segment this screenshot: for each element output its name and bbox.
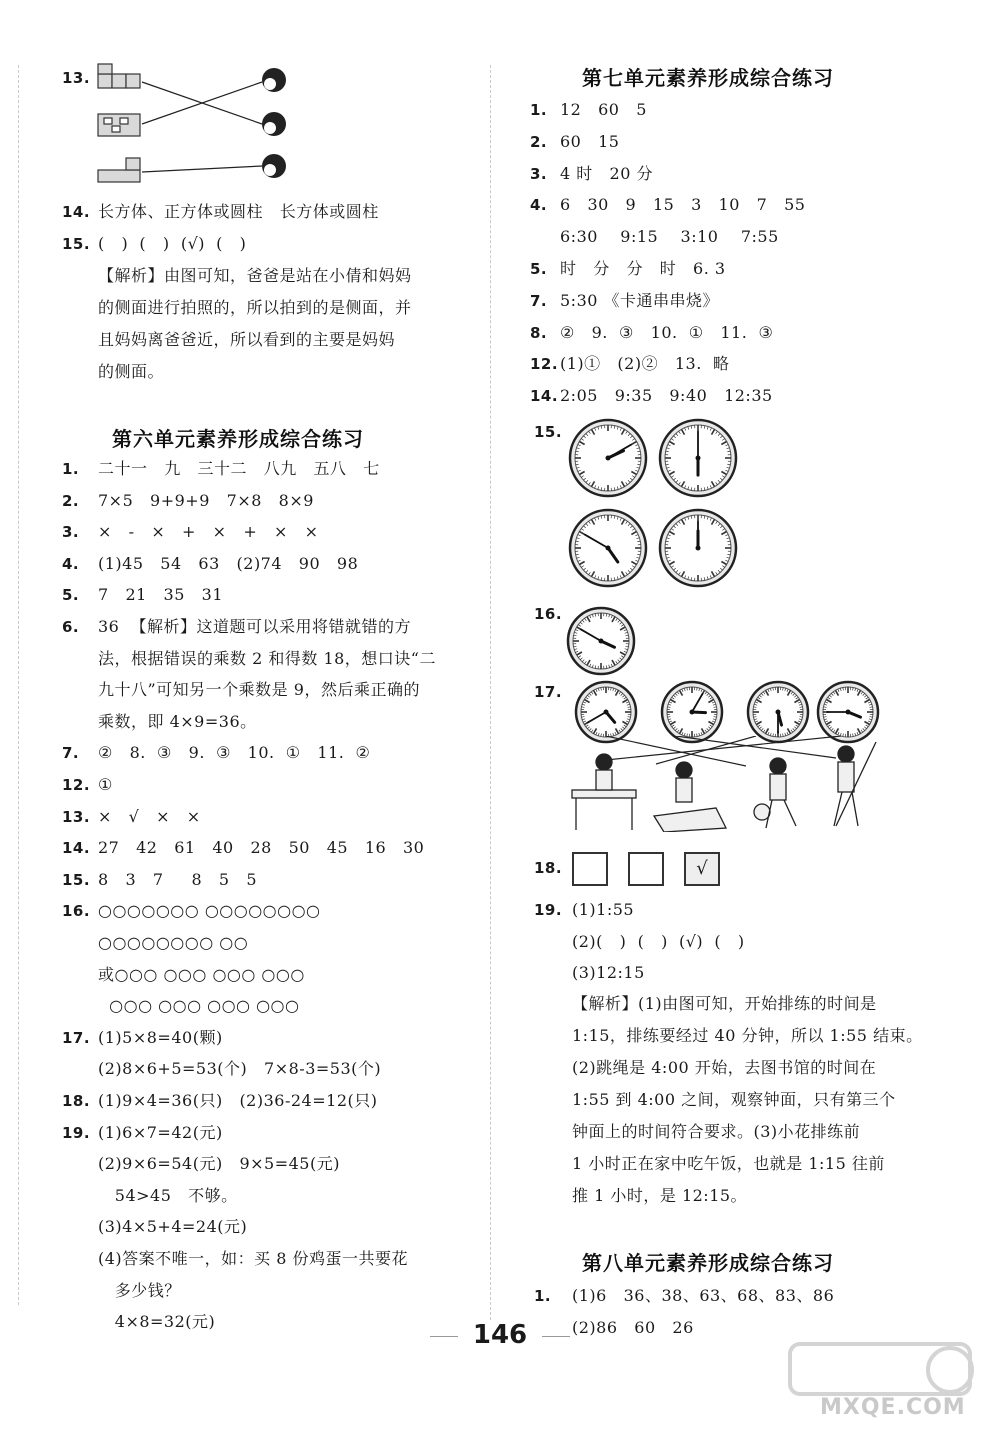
clock-face-icon — [660, 680, 724, 744]
unit8-title: 第八单元素养形成综合练习 — [582, 1251, 834, 1275]
answer-line: ○○○○○○○ ○○○○○○○○ — [98, 901, 321, 921]
answer-line: (1)1:55 — [572, 900, 635, 919]
answer-line: 4 时 20 分 — [560, 163, 653, 183]
question-number: 12. — [62, 776, 91, 794]
answer-line: 5:30 《卡通串串烧》 — [560, 290, 720, 310]
explanation-line: 【解析】(1)由图可知，开始排练的时间是 — [572, 994, 877, 1013]
watermark-text: MXQE.COM — [820, 1395, 966, 1420]
answer-line: ○○○ ○○○ ○○○ ○○○ — [98, 996, 300, 1016]
explanation-line: 的侧面进行拍照的，所以拍到的是侧面，并 — [98, 298, 412, 317]
block-figure-3 — [98, 158, 140, 182]
clock-face-icon — [568, 418, 648, 498]
question-number: 2. — [62, 491, 80, 510]
answer-line: ○○○○○○○○ ○○ — [98, 933, 249, 952]
answer-line: 二十一 九 三十二 八九 五八 七 — [98, 459, 380, 478]
question-number: 2. — [530, 132, 548, 151]
answer-line: 法，根据错误的乘数 2 和得数 18，想口诀“二 — [98, 648, 436, 668]
answer-line: (3)12:15 — [572, 963, 645, 982]
kid-ball-icon — [754, 758, 796, 828]
answer-line: (2)8×6+5=53(个) 7×8-3=53(个) — [98, 1059, 382, 1079]
answer-line: (1)6×7=42(元) — [98, 1122, 223, 1142]
explanation-line: 【解析】由图可知，爸爸是站在小倩和妈妈 — [98, 266, 412, 285]
answer-line: 4×8=32(元) — [98, 1312, 216, 1332]
answer-line: (2)86 60 26 — [572, 1317, 694, 1337]
clock-face-icon — [746, 680, 810, 744]
answer-line: × - × + × + × × — [98, 522, 319, 542]
answer-checkbox — [628, 852, 664, 886]
question-number: 14. — [62, 839, 91, 858]
matching-lines — [142, 82, 262, 172]
question-number: 13. — [62, 807, 91, 826]
answer-line: (1)6 36、38、63、68、83、86 — [572, 1286, 835, 1305]
answer-line: ① — [98, 775, 113, 794]
question-number: 1. — [534, 1287, 552, 1305]
kid-sweeping-icon — [834, 742, 876, 826]
child-head-icons — [262, 68, 286, 178]
explanation-line: 推 1 小时，是 12:15。 — [572, 1186, 748, 1205]
answer-line: 36 【解析】这道题可以采用将错就错的方 — [98, 617, 412, 636]
answer-line: 12 60 5 — [560, 100, 647, 119]
question-number: 3. — [62, 523, 80, 542]
answer-checkbox: √ — [684, 852, 720, 886]
question-number: 19. — [534, 901, 563, 919]
q16r-number: 16. — [534, 605, 563, 623]
question-number: 8. — [530, 323, 548, 342]
answer-line: 54>45 不够。 — [98, 1185, 238, 1205]
answer-line: (1)① (2)② 13. 略 — [560, 354, 730, 374]
q15r-number: 15. — [534, 423, 563, 441]
clock-face-icon — [568, 508, 648, 588]
clock-face-icon — [816, 680, 880, 744]
q15-number: 15. — [62, 235, 91, 253]
q13-number: 13. — [62, 69, 91, 87]
question-number: 6. — [62, 618, 80, 636]
answer-line: (1)9×4=36(只) (2)36-24=12(只) — [98, 1091, 378, 1110]
question-number: 14. — [530, 387, 559, 406]
kid-drawing-icon — [654, 762, 726, 832]
answer-line: 8 3 7 8 5 5 — [98, 869, 258, 889]
answer-line: ② 8. ③ 9. ③ 10. ① 11. ② — [98, 743, 371, 763]
question-number: 4. — [530, 196, 548, 215]
answer-line: 或○○○ ○○○ ○○○ ○○○ — [98, 964, 305, 984]
answer-line: ② 9. ③ 10. ① 11. ③ — [560, 322, 774, 342]
q15-answer: ( ) ( ) (√) ( ) — [98, 234, 247, 253]
clock-face-icon — [658, 508, 738, 588]
q18r-number: 18. — [534, 859, 563, 877]
explanation-line: 1:55 到 4:00 之间，观察钟面，只有第三个 — [572, 1090, 896, 1109]
question-number: 15. — [62, 870, 91, 889]
unit7-title: 第七单元素养形成综合练习 — [582, 66, 834, 90]
answer-line: 6:30 9:15 3:10 7:55 — [560, 227, 779, 247]
q13-matching-figure — [94, 62, 304, 190]
question-number: 7. — [62, 744, 80, 763]
answer-line: 27 42 61 40 28 50 45 16 30 — [98, 838, 425, 858]
explanation-line: 的侧面。 — [98, 362, 165, 381]
explanation-line: 且妈妈离爸爸近，所以看到的主要是妈妈 — [98, 330, 396, 349]
question-number: 18. — [62, 1092, 91, 1110]
q14-number: 14. — [62, 203, 91, 221]
explanation-line: 1 小时正在家中吃午饭，也就是 1:15 往前 — [572, 1154, 885, 1173]
clock-face-icon — [566, 606, 636, 676]
page-number: 146 — [440, 1320, 560, 1350]
question-number: 1. — [62, 460, 80, 478]
question-number: 5. — [62, 586, 80, 605]
question-number: 5. — [530, 260, 548, 278]
answer-line: 2:05 9:35 9:40 12:35 — [560, 386, 773, 406]
answer-line: (1)45 54 63 (2)74 90 98 — [98, 553, 359, 573]
clock-face-icon — [574, 680, 638, 744]
explanation-line: 1:15，排练要经过 40 分钟，所以 1:55 结束。 — [572, 1026, 923, 1045]
q17r-number: 17. — [534, 683, 563, 701]
answer-line: 乘数，即 4×9=36。 — [98, 711, 257, 731]
question-number: 19. — [62, 1123, 91, 1142]
question-number: 17. — [62, 1028, 91, 1047]
q17-matching-lines — [606, 736, 841, 766]
answer-line: 九十八”可知另一个乘数是 9，然后乘正确的 — [98, 680, 420, 700]
q17-activity-figure — [566, 736, 886, 832]
answer-line: (2)9×6=54(元) 9×5=45(元) — [98, 1154, 340, 1174]
left-margin-rule — [18, 65, 19, 1305]
question-number: 4. — [62, 554, 80, 573]
column-divider — [490, 65, 491, 1320]
answer-line: (3)4×5+4=24(元) — [98, 1217, 248, 1237]
question-number: 12. — [530, 355, 559, 374]
answer-line: (4)答案不唯一，如：买 8 份鸡蛋一共要花 — [98, 1249, 409, 1268]
question-number: 16. — [62, 902, 91, 921]
answer-line: 多少钱？ — [98, 1280, 181, 1300]
answer-line: × √ × × — [98, 806, 201, 826]
answer-line: 7×5 9+9+9 7×8 8×9 — [98, 490, 314, 510]
kid-desk-icon — [572, 754, 636, 830]
block-figure-2 — [98, 114, 140, 136]
answer-line: 6 30 9 15 3 10 7 55 — [560, 195, 806, 215]
clock-face-icon — [658, 418, 738, 498]
answer-line: 7 21 35 31 — [98, 585, 224, 605]
question-number: 7. — [530, 291, 548, 310]
question-number: 3. — [530, 164, 548, 183]
explanation-line: (2)跳绳是 4:00 开始，去图书馆的时间在 — [572, 1058, 877, 1077]
answer-line: (2)( ) ( ) (√) ( ) — [572, 931, 745, 951]
question-number: 1. — [530, 101, 548, 119]
explanation-line: 钟面上的时间符合要求。(3)小花排练前 — [572, 1122, 861, 1141]
q14-answer: 长方体、正方体或圆柱 长方体或圆柱 — [98, 202, 379, 221]
answer-line: 时 分 分 时 6. 3 — [560, 259, 726, 278]
answer-line: (1)5×8=40(颗) — [98, 1027, 223, 1047]
block-figure-1 — [98, 64, 140, 88]
answer-line: 60 15 — [560, 131, 620, 151]
answer-checkbox — [572, 852, 608, 886]
unit6-title: 第六单元素养形成综合练习 — [112, 427, 364, 451]
